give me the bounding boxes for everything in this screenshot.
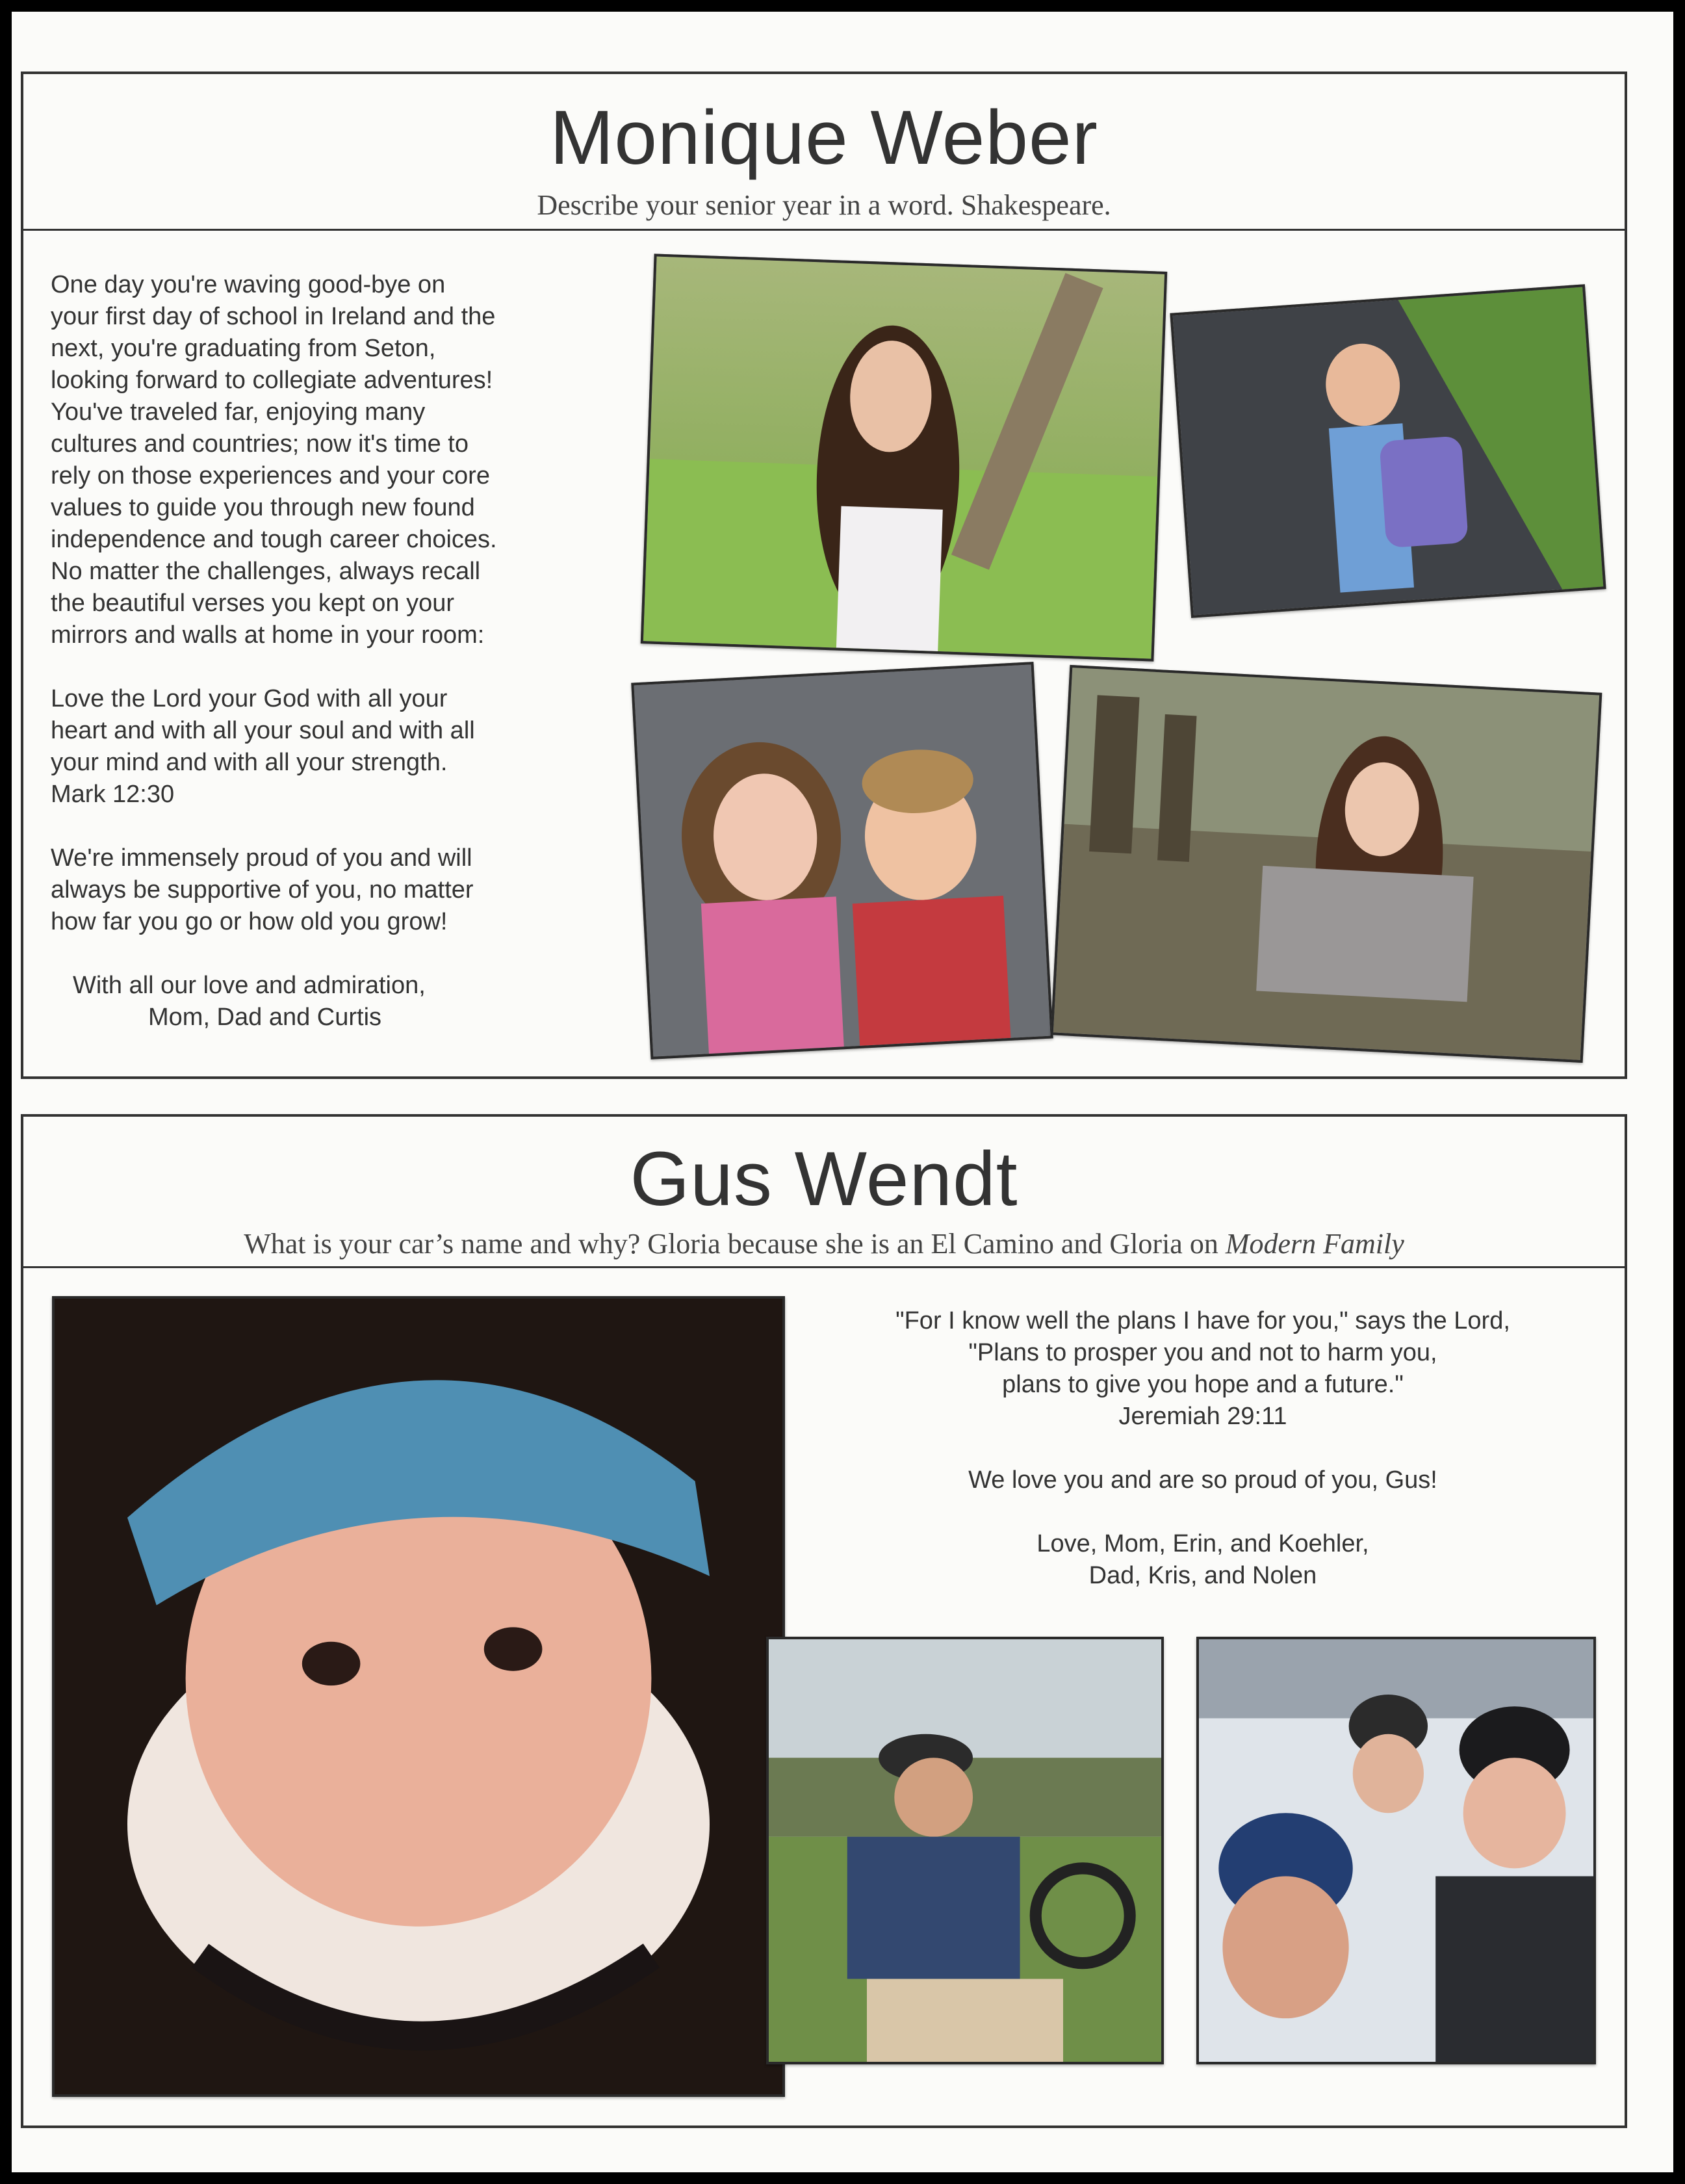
photo-senior-portrait-tree bbox=[641, 254, 1167, 661]
photo-childhood-backpack bbox=[1170, 284, 1606, 618]
yearbook-page bbox=[12, 12, 1673, 2172]
divider bbox=[23, 229, 1625, 231]
parent-letter bbox=[51, 269, 636, 1034]
letter-paragraph-1: One day you're waving good-bye on your first day of school in Ireland and the next, you're graduating from Seton, looking forward to collegiate adventures! You've traveled far, enjoying many cultures and countries; now it's time to rely on those experiences and your core values to guide you through new found independence and tough career choices. No matter the challenges, always recall the beautiful verses you kept on your mirrors and walls at home in your room: bbox=[51, 271, 497, 649]
bible-verse: "For I know well the plans I have for you," says the Lord, "Plans to prosper you and not to harm you, plans to give you hope and a future." Jeremiah 29:11 bbox=[895, 1307, 1510, 1430]
divider bbox=[23, 1266, 1625, 1268]
photo-siblings bbox=[631, 662, 1053, 1060]
senior-ad-monique-weber bbox=[21, 72, 1627, 1079]
senior-name: Monique Weber bbox=[550, 95, 1098, 181]
parent-letter bbox=[797, 1305, 1609, 1592]
letter-paragraph-2: Love the Lord your God with all your heart and with all your soul and with all your mind and with all your strength. Mark 12:30 bbox=[51, 685, 475, 808]
photo-senior-portrait-seated bbox=[1051, 665, 1602, 1063]
photo-ski-selfie bbox=[1196, 1637, 1596, 2064]
senior-question: Describe your senior year in a word. Shakespeare. bbox=[537, 189, 1111, 221]
letter-signature: Mom, Dad and Curtis bbox=[148, 1004, 382, 1031]
letter-signature-line-2: Dad, Kris, and Nolen bbox=[1088, 1562, 1317, 1589]
senior-ad-gus-wendt bbox=[21, 1114, 1627, 2128]
letter-closing: With all our love and admiration, bbox=[73, 972, 426, 999]
photo-baby bbox=[52, 1296, 785, 2097]
senior-question: What is your car’s name and why? Gloria because she is an El Camino and Gloria on Modern Family bbox=[244, 1228, 1404, 1260]
senior-name: Gus Wendt bbox=[630, 1136, 1018, 1222]
letter-signature-line-1: Love, Mom, Erin, and Koehler, bbox=[1036, 1530, 1369, 1557]
letter-message: We love you and are so proud of you, Gus! bbox=[968, 1466, 1437, 1494]
letter-paragraph-3: We're immensely proud of you and will always be supportive of you, no matter how far you go or how old you grow! bbox=[51, 844, 474, 935]
photo-golf-cart bbox=[766, 1637, 1164, 2064]
